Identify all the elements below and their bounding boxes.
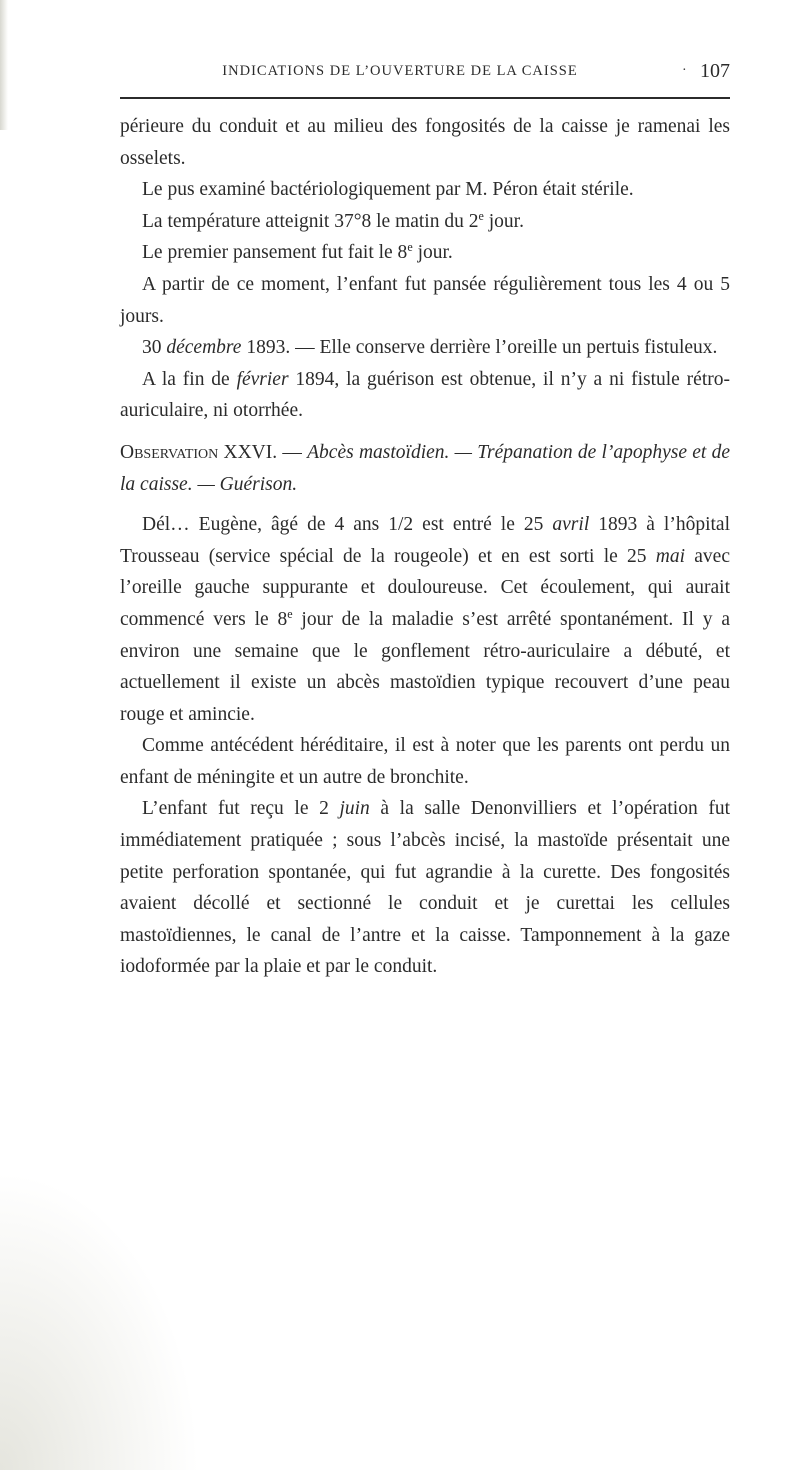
temperature-text: La température atteignit 37°8 le matin du 2 [142,210,479,232]
page-number: 107 [700,60,730,82]
february-text-start: A la fin de [142,368,237,390]
observation-dash: — [277,441,308,463]
case-text-a: Dél… Eugène, âgé de 4 ans 1/2 est entré le 25 [142,514,553,536]
case-text-b: 1893 à l’hôpital Trousseau (service spécial de la rougeole) et en est sorti le 25 [120,514,730,567]
december-month: décembre [166,337,242,359]
paragraph-continuation: périeure du conduit et au milieu des fongosités de la caisse je ramenai les osselets. [120,116,730,169]
body-text [120,111,730,983]
temperature-text-end: jour. [483,210,524,232]
case-month-april: avril [552,514,590,536]
case-text-d: jour de la maladie s’est arrêté spontanément. Il y a environ une semaine que le gonflement rétro-auriculaire a débuté, et actuellement il existe un abcès mastoïdien typique recouvert d’une peau rouge et amincie. [120,608,730,725]
december-day: 30 [142,337,167,359]
case-month-may: mai [655,545,686,567]
running-title: INDICATIONS DE L’OUVERTURE DE LA CAISSE [222,63,578,79]
february-text-end: 1894, la guérison est obtenue, il n’y a ni fistule rétro-auriculaire, ni otorrhée. [120,368,730,422]
header-separator: · [682,63,687,78]
ordinal-suffix: e [478,208,484,223]
paragraph-february [120,364,730,427]
paragraph-december [120,332,730,364]
february-month: février [236,368,289,390]
dressing-text: Le premier pansement fut fait le 8 [142,242,408,264]
operation-text-b: à la salle Denonvilliers et l’opération fut immédiatement pratiquée ; sous l’abcès incisé, la mastoïde présentait une petite perforation spontanée, qui fut agrandie à la curette. Des fongosités avaient décollé et sectionné le conduit et je curettai les cellules mastoïdiennes, le canal de l’antre et la caisse. Tamponnement à la gaze iodoformée par la plaie et par le conduit. [120,798,730,978]
paragraph-first-dressing [120,237,730,269]
december-text: 1893. — Elle conserve derrière l’oreille un pertuis fistuleux. [241,337,718,359]
paragraph-heredity: Comme antécédent héréditaire, il est à noter que les parents ont perdu un enfant de méningite et un autre de bronchite. [120,735,730,788]
paragraph-regular-dressing: A partir de ce moment, l’enfant fut pansée régulièrement tous les 4 ou 5 jours. [120,273,730,327]
paragraph-temperature [120,206,730,238]
operation-text-a: L’enfant fut reçu le 2 [142,798,340,820]
paragraph-operation [120,793,730,983]
ordinal-suffix: e [407,240,413,255]
observation-heading [120,437,730,500]
observation-title: Abcès mastoïdien. — Trépanation de l’apophyse et de la caisse. — Guérison. [120,441,731,495]
dressing-text-end: jour. [412,242,453,264]
case-text-c: avec l’oreille gauche suppurante et douloureuse. Cet écoulement, qui aurait commencé vers le 8 [120,545,730,630]
ordinal-suffix: e [287,606,293,621]
page-edge-shadow [0,0,8,130]
observation-label: Observation XXVI. [120,441,278,463]
paragraph-pus: Le pus examiné bactériologiquement par M. Péron était stérile. [142,179,634,201]
operation-month-june: juin [339,798,370,820]
header-rule [120,97,730,99]
page-stain [0,1170,200,1470]
page-header [120,56,730,86]
paragraph-case-history [120,509,730,730]
